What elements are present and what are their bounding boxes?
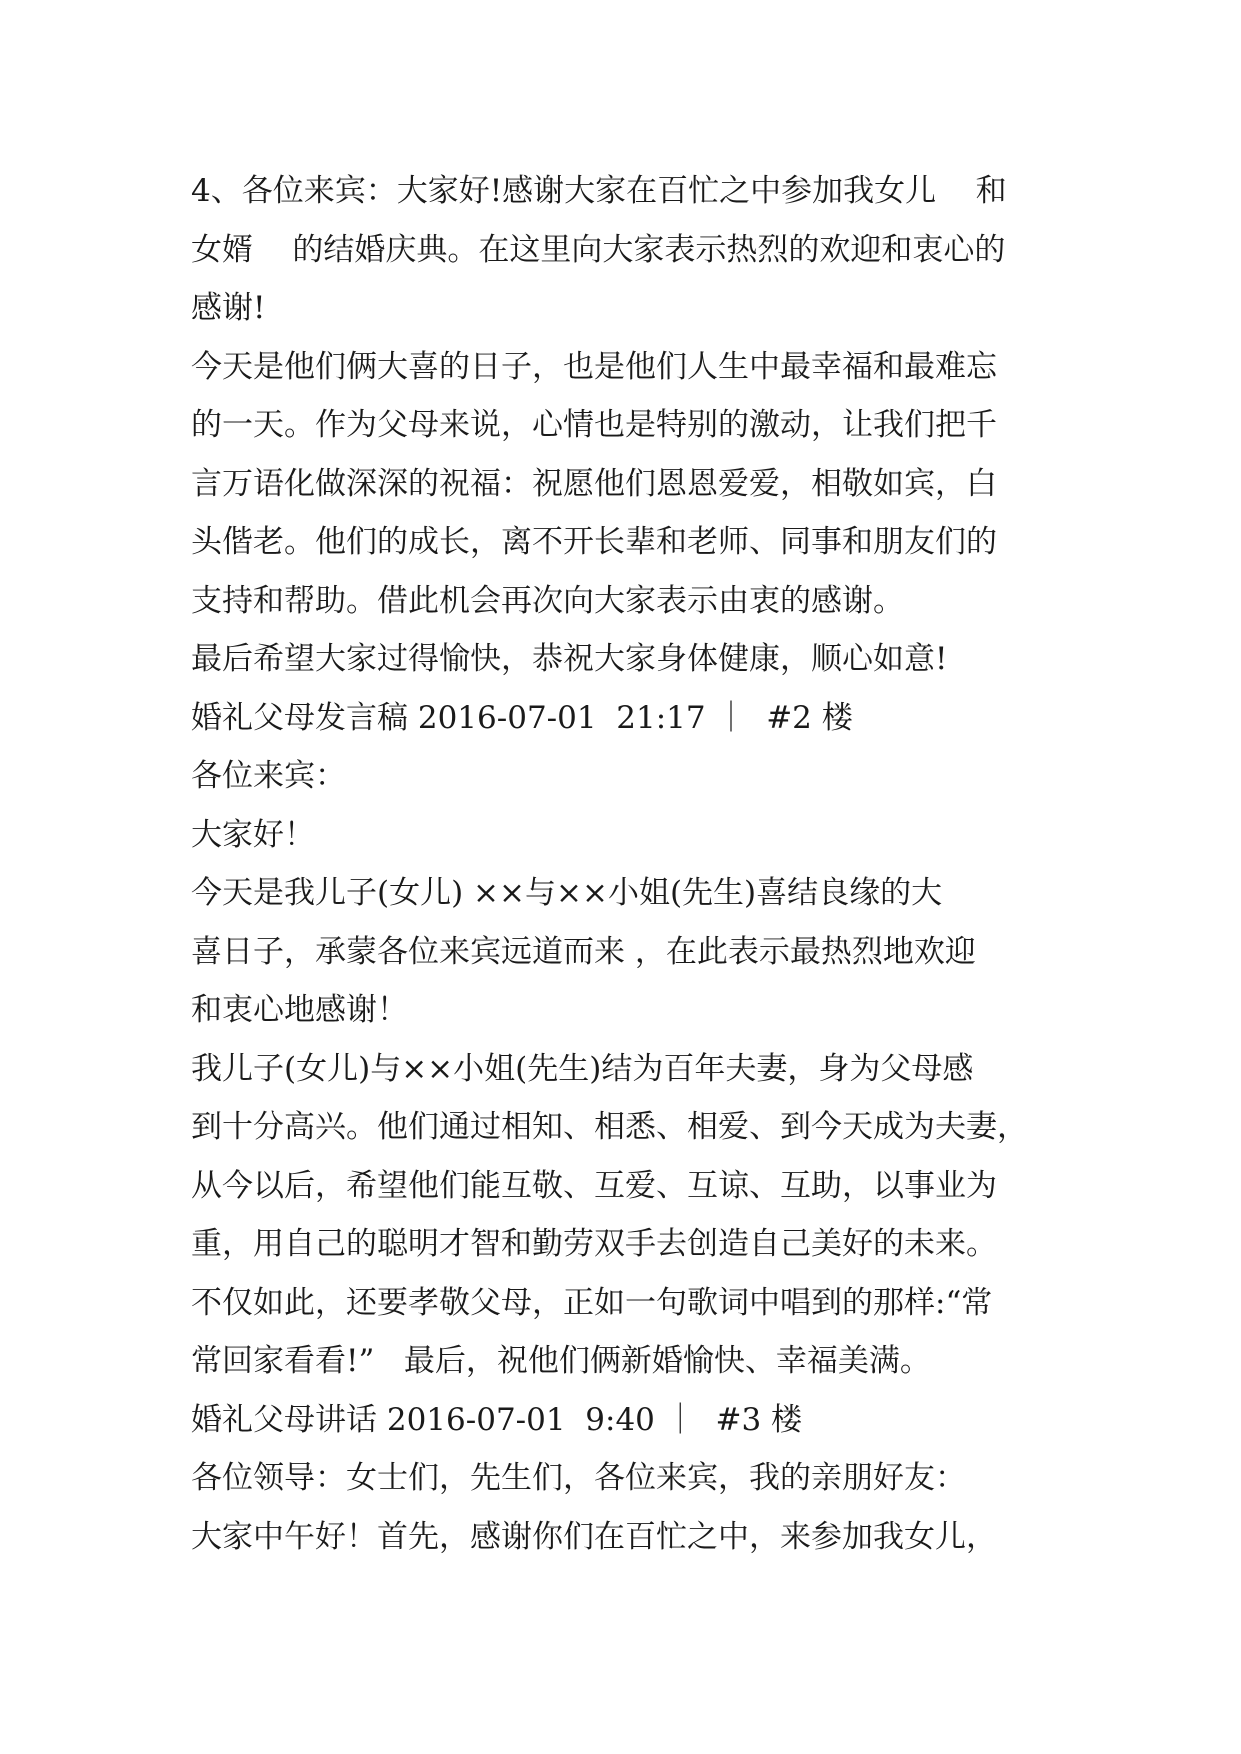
- text-line: 重，用自己的聪明才智和勤劳双手去创造自己美好的未来。: [191, 1226, 997, 1262]
- text-line: 今天是我儿子(女儿) ××与××小姐(先生)喜结良缘的大: [191, 875, 943, 911]
- post-header-line: 婚礼父母发言稿 2016-07-01 21:17 ｜ #2 楼: [191, 699, 853, 736]
- text-line: 喜日子，承蒙各位来宾远道而来 ，在此表示最热烈地欢迎: [191, 933, 976, 970]
- document-body: [191, 162, 1071, 1566]
- text-line: 头偕老。他们的成长，离不开长辈和老师、同事和朋友们的: [191, 524, 997, 560]
- text-line: 言万语化做深深的祝福：祝愿他们恩恩爱爱，相敬如宾，白: [191, 465, 997, 502]
- text-line: 女婿 的结婚庆典。在这里向大家表示热烈的欢迎和衷心的: [191, 231, 1006, 268]
- text-line: 我儿子(女儿)与××小姐(先生)结为百年夫妻，身为父母感: [191, 1050, 974, 1087]
- text-line: 感谢!: [191, 290, 266, 326]
- text-line: 今天是他们俩大喜的日子，也是他们人生中最幸福和最难忘: [191, 348, 997, 385]
- post-header-line: 婚礼父母讲话 2016-07-01 9:40 ｜ #3 楼: [191, 1401, 803, 1438]
- text-line: 不仅如此，还要孝敬父母，正如一句歌词中唱到的那样:“常: [191, 1284, 993, 1321]
- text-line: 各位来宾：: [191, 758, 346, 794]
- text-line: 从今以后，希望他们能互敬、互爱、互谅、互助，以事业为: [191, 1167, 997, 1204]
- text-line: 大家中午好！首先，感谢你们在百忙之中，来参加我女儿，: [191, 1518, 997, 1555]
- text-line: 的一天。作为父母来说，心情也是特别的激动，让我们把千: [191, 407, 997, 443]
- text-line: 支持和帮助。借此机会再次向大家表示由衷的感谢。: [191, 582, 904, 619]
- text-line: 4、各位来宾：大家好!感谢大家在百忙之中参加我女儿 和: [191, 173, 1007, 209]
- text-line: 各位领导：女士们，先生们，各位来宾，我的亲朋好友：: [191, 1460, 966, 1496]
- text-line: 和衷心地感谢！: [191, 992, 408, 1028]
- text-line: 大家好！: [191, 816, 315, 853]
- text-line: 最后希望大家过得愉快，恭祝大家身体健康，顺心如意!: [191, 641, 948, 677]
- text-line: 到十分高兴。他们通过相知、相悉、相爱、到今天成为夫妻，: [191, 1109, 1028, 1145]
- text-line: 常回家看看!” 最后，祝他们俩新婚愉快、幸福美满。: [191, 1343, 931, 1379]
